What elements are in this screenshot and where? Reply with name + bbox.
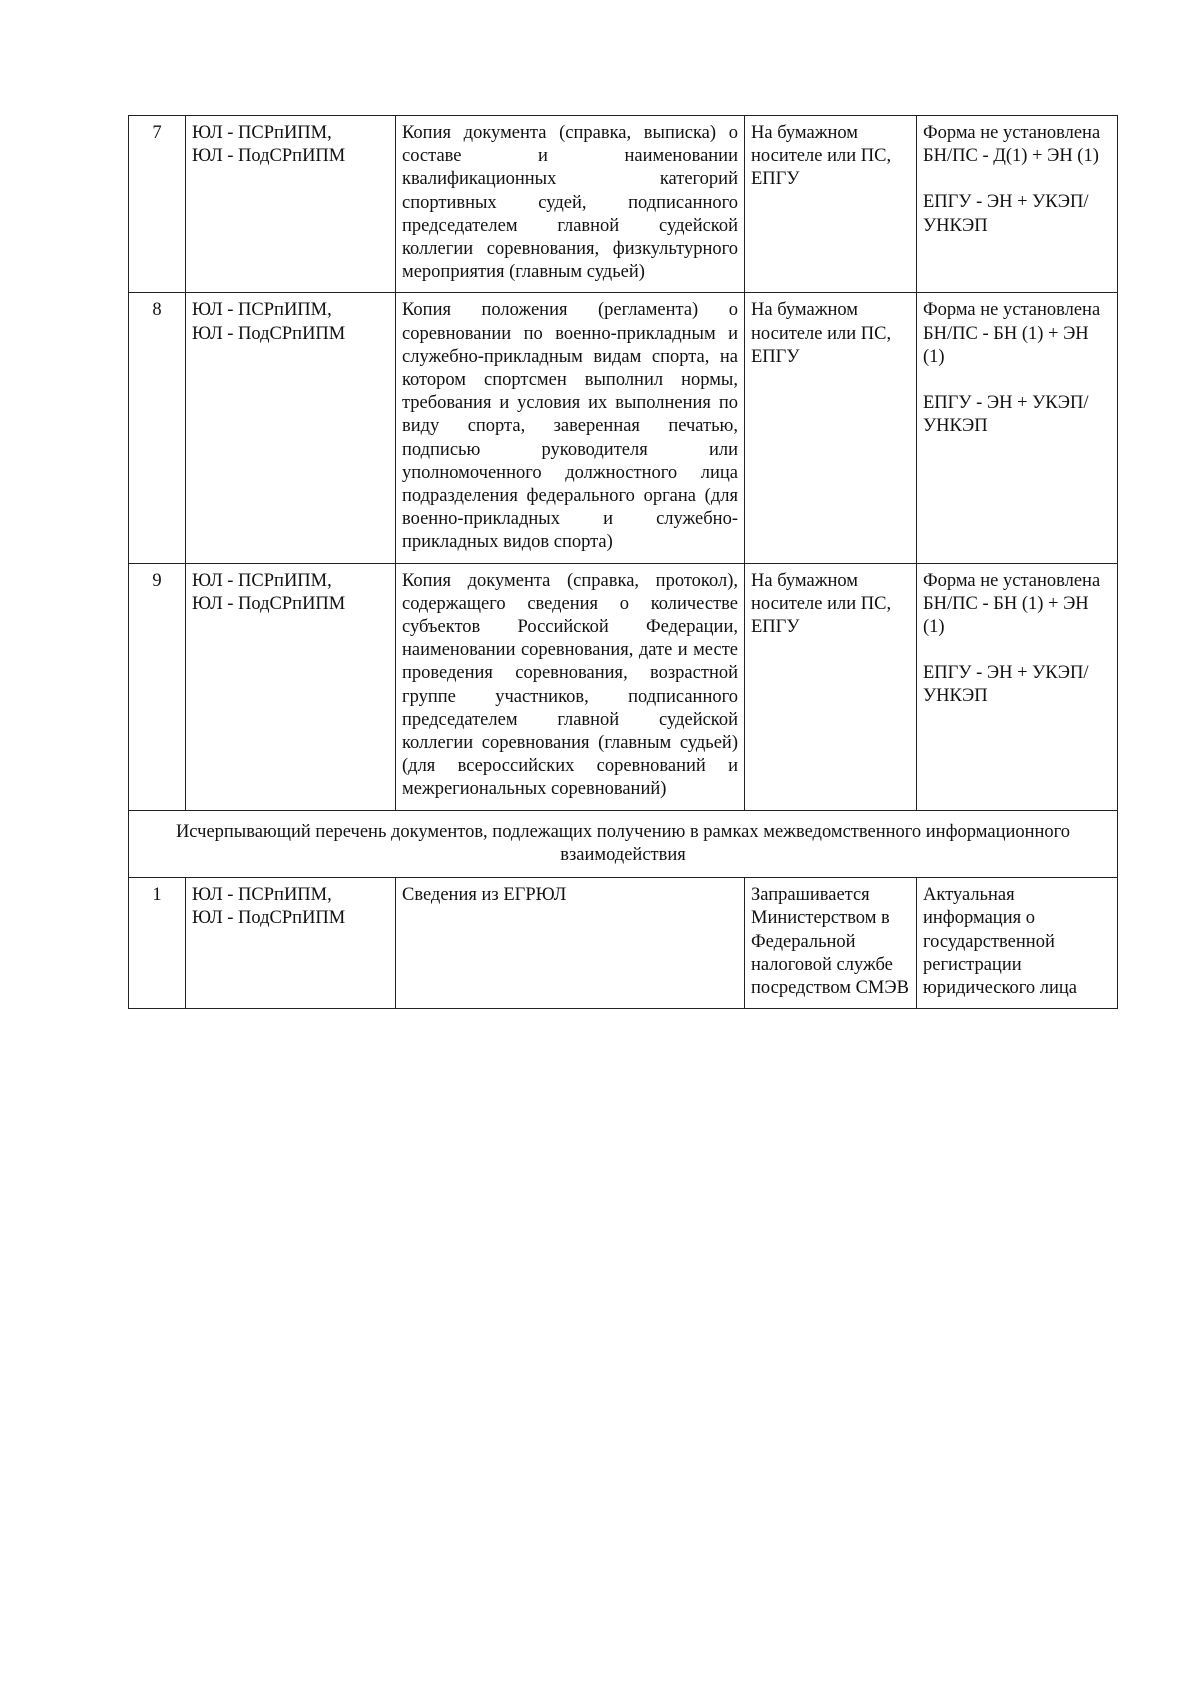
submission-method: На бумажном носителе или ПС, ЕПГУ xyxy=(745,563,917,810)
form-paper-requirement: БН/ПС - БН (1) + ЭН (1) xyxy=(923,593,1089,638)
document-description: Копия документа (справка, выписка) о составе и наименовании квалификационных категорий спортивных судей, подписанного председателем главной судейской коллегии соревнования, физкультурного мероприятия (главным судьей) xyxy=(396,116,745,293)
applicant-line: ЮЛ - ПСРпИПМ, xyxy=(192,123,332,143)
applicant-line: ЮЛ - ПодСРпИПМ xyxy=(192,146,346,167)
applicant-cell xyxy=(186,878,396,1009)
document-description: Копия документа (справка, протокол), содержащего сведения о количестве субъектов Российской Федерации, наименовании соревнования, дате и месте проведения соревнования, возрастной группе участников, подписанного председателем главной судейской коллегии соревнования (главным судьей) (для всероссийских соревнований и межрегиональных соревнований) xyxy=(396,563,745,810)
form-cell xyxy=(917,116,1118,293)
form-epgu-requirement: ЕПГУ - ЭН + УКЭП/УНКЭП xyxy=(923,663,1089,707)
info-cell: Актуальная информация о государственной регистрации юридического лица xyxy=(917,878,1118,1009)
form-status: Форма не установлена xyxy=(923,300,1101,321)
table-row xyxy=(129,116,1118,293)
row-number: 1 xyxy=(129,878,186,1009)
form-paper-requirement: БН/ПС - БН (1) + ЭН (1) xyxy=(923,323,1089,367)
applicant-cell xyxy=(186,116,396,293)
table-row xyxy=(129,878,1118,1009)
document-description: Сведения из ЕГРЮЛ xyxy=(396,878,745,1009)
row-number: 8 xyxy=(129,293,186,563)
form-cell xyxy=(917,293,1118,563)
form-cell xyxy=(917,563,1118,810)
applicant-line: ЮЛ - ПСРпИПМ, xyxy=(192,300,332,321)
form-epgu-requirement: ЕПГУ - ЭН + УКЭП/УНКЭП xyxy=(923,192,1089,236)
submission-method: На бумажном носителе или ПС, ЕПГУ xyxy=(745,293,917,563)
form-status: Форма не установлена xyxy=(923,570,1101,591)
table-row xyxy=(129,293,1118,563)
applicant-line: ЮЛ - ПодСРпИПМ xyxy=(192,323,346,344)
section-heading-row xyxy=(129,810,1118,877)
applicant-line: ЮЛ - ПСРпИПМ, xyxy=(192,885,332,906)
documents-table xyxy=(128,115,1118,1009)
document-description: Копия положения (регламента) о соревновании по военно-прикладным и служебно-прикладным видам спорта, на котором спортсмен выполнил нормы, требования и условия их выполнения по виду спорта, заверенная печатью, подписью руководителя или уполномоченного должностного лица подразделения федерального органа (для военно-прикладных и служебно-прикладных видов спорта) xyxy=(396,293,745,563)
form-epgu-requirement: ЕПГУ - ЭН + УКЭП/УНКЭП xyxy=(923,393,1089,437)
applicant-line: ЮЛ - ПСРпИПМ, xyxy=(192,570,332,591)
row-number: 9 xyxy=(129,563,186,810)
applicant-cell xyxy=(186,293,396,563)
applicant-cell xyxy=(186,563,396,810)
section-heading: Исчерпывающий перечень документов, подлежащих получению в рамках межведомственного информационного взаимодействия xyxy=(129,810,1118,877)
table-row xyxy=(129,563,1118,810)
row-number: 7 xyxy=(129,116,186,293)
form-status: Форма не установлена xyxy=(923,123,1101,143)
submission-method: На бумажном носителе или ПС, ЕПГУ xyxy=(745,116,917,293)
applicant-line: ЮЛ - ПодСРпИПМ xyxy=(192,593,346,614)
submission-method: Запрашивается Министерством в Федеральной налоговой службе посредством СМЭВ xyxy=(745,878,917,1009)
applicant-line: ЮЛ - ПодСРпИПМ xyxy=(192,908,346,929)
form-paper-requirement: БН/ПС - Д(1) + ЭН (1) xyxy=(923,146,1099,167)
